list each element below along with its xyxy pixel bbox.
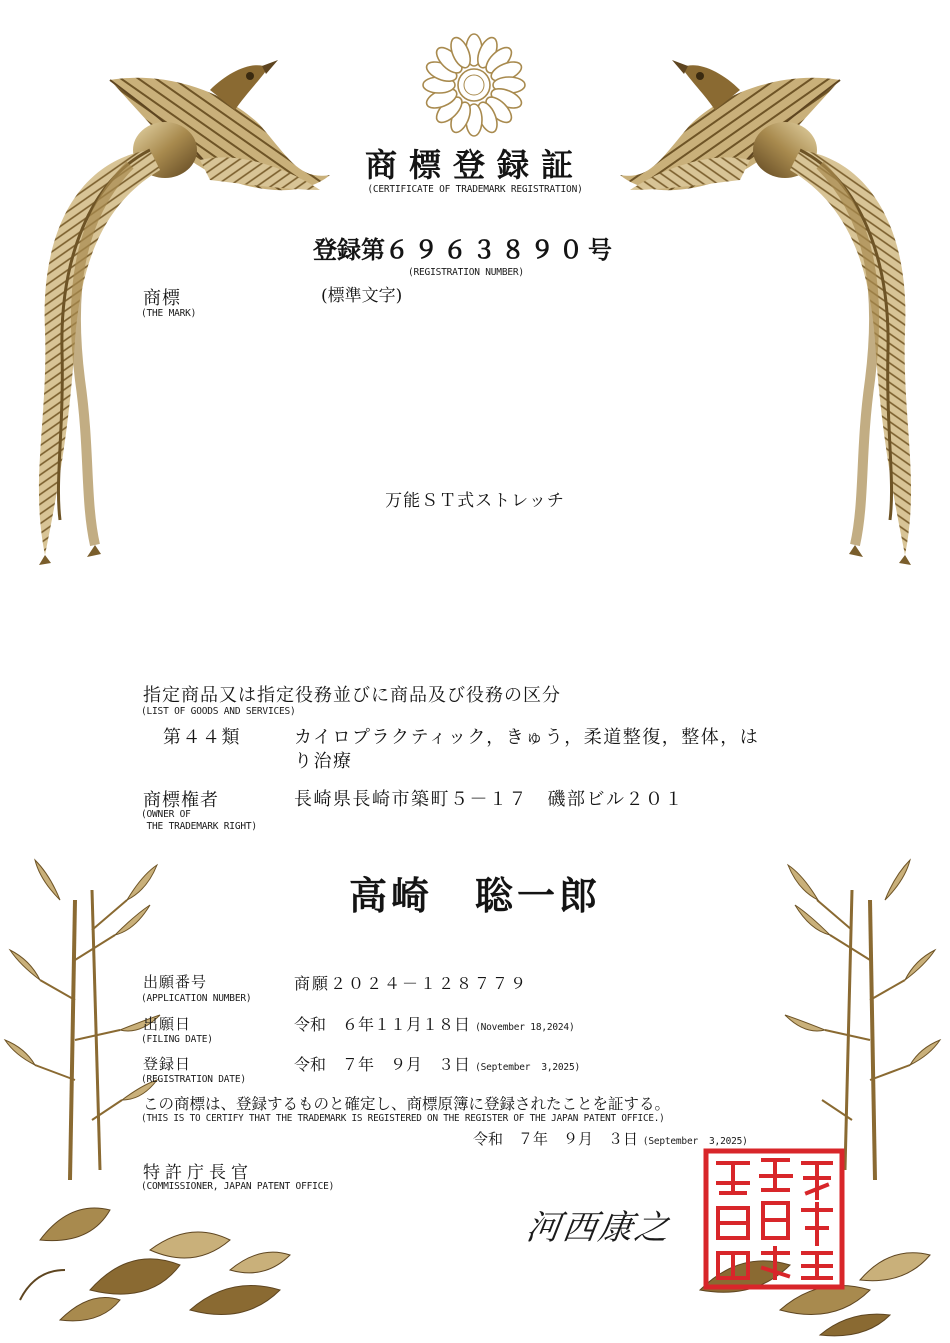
owner-label: 商標権者 <box>143 790 219 811</box>
commissioner-label-en: (COMMISSIONER, JAPAN PATENT OFFICE) <box>141 1181 335 1192</box>
registration-date-en: (September 3,2025) <box>475 1062 580 1073</box>
left-bamboo-icon <box>35 890 127 1180</box>
official-seal-icon <box>703 1148 845 1290</box>
goods-label: 指定商品又は指定役務並びに商品及び役務の区分 <box>143 685 561 706</box>
owner-address: 長崎県長崎市築町５－１７ 磯部ビル２０１ <box>294 789 684 810</box>
registration-prefix: 登録第 <box>313 236 385 264</box>
registration-date <box>294 1052 580 1075</box>
filing-date-label: 出願日 <box>143 1015 192 1033</box>
registration-date-jp: 令和 ７年 ９月 ３日 <box>294 1055 471 1074</box>
right-bamboo-icon <box>817 890 910 1180</box>
mark-label-en: (THE MARK) <box>141 308 197 319</box>
certification-date-jp: 令和 ７年 ９月 ３日 <box>473 1130 639 1148</box>
registration-number-line <box>313 230 612 265</box>
registration-date-label-en: (REGISTRATION DATE) <box>141 1074 246 1085</box>
owner-label-en-2: THE TRADEMARK RIGHT) <box>141 821 257 832</box>
certification-text: この商標は、登録するものと確定し、商標原簿に登録されたことを証する。 <box>143 1095 671 1113</box>
registration-suffix: 号 <box>588 236 612 264</box>
certification-text-en: (THIS IS TO CERTIFY THAT THE TRADEMARK IS REGISTERED ON THE REGISTER OF THE JAPAN PATENT OFFICE.) <box>141 1113 665 1124</box>
bottom-left-leaves-icon <box>20 1208 290 1321</box>
registration-number: ６９６３８９０ <box>385 236 588 264</box>
filing-date-en: (November 18,2024) <box>475 1022 575 1033</box>
certification-date <box>473 1128 748 1149</box>
goods-list-line-1: カイロプラクティック，きゅう，柔道整復，整体，は <box>294 727 760 748</box>
goods-label-en: (LIST OF GOODS AND SERVICES) <box>141 706 296 717</box>
application-label: 出願番号 <box>143 973 208 991</box>
mark-text: 万能ＳＴ式ストレッチ <box>385 491 565 511</box>
registration-number-en: (REGISTRATION NUMBER) <box>408 267 524 278</box>
certificate-title-en: (CERTIFICATE OF TRADEMARK REGISTRATION) <box>367 184 583 195</box>
goods-list-line-2: り治療 <box>294 751 353 772</box>
certification-date-en: (September 3,2025) <box>642 1136 748 1147</box>
application-label-en: (APPLICATION NUMBER) <box>141 993 252 1004</box>
commissioner-label: 特許庁長官 <box>143 1163 253 1183</box>
application-number: 商願２０２４－１２８７７９ <box>294 974 529 993</box>
owner-label-en-1: (OWNER OF <box>141 809 191 820</box>
registration-date-label: 登録日 <box>143 1055 192 1073</box>
commissioner-signature: 河西康之 <box>523 1208 674 1248</box>
chrysanthemum-emblem-icon <box>423 34 525 136</box>
filing-date-jp: 令和 ６年１１月１８日 <box>294 1015 471 1034</box>
filing-date <box>294 1012 574 1035</box>
mark-label: 商標 <box>143 288 181 309</box>
filing-date-label-en: (FILING DATE) <box>141 1034 213 1045</box>
mark-type: (標準文字) <box>321 286 403 306</box>
goods-class: 第４４類 <box>163 727 241 748</box>
owner-name: 高崎 聡一郎 <box>348 874 601 918</box>
certificate-title: 商標登録証 <box>364 146 585 184</box>
